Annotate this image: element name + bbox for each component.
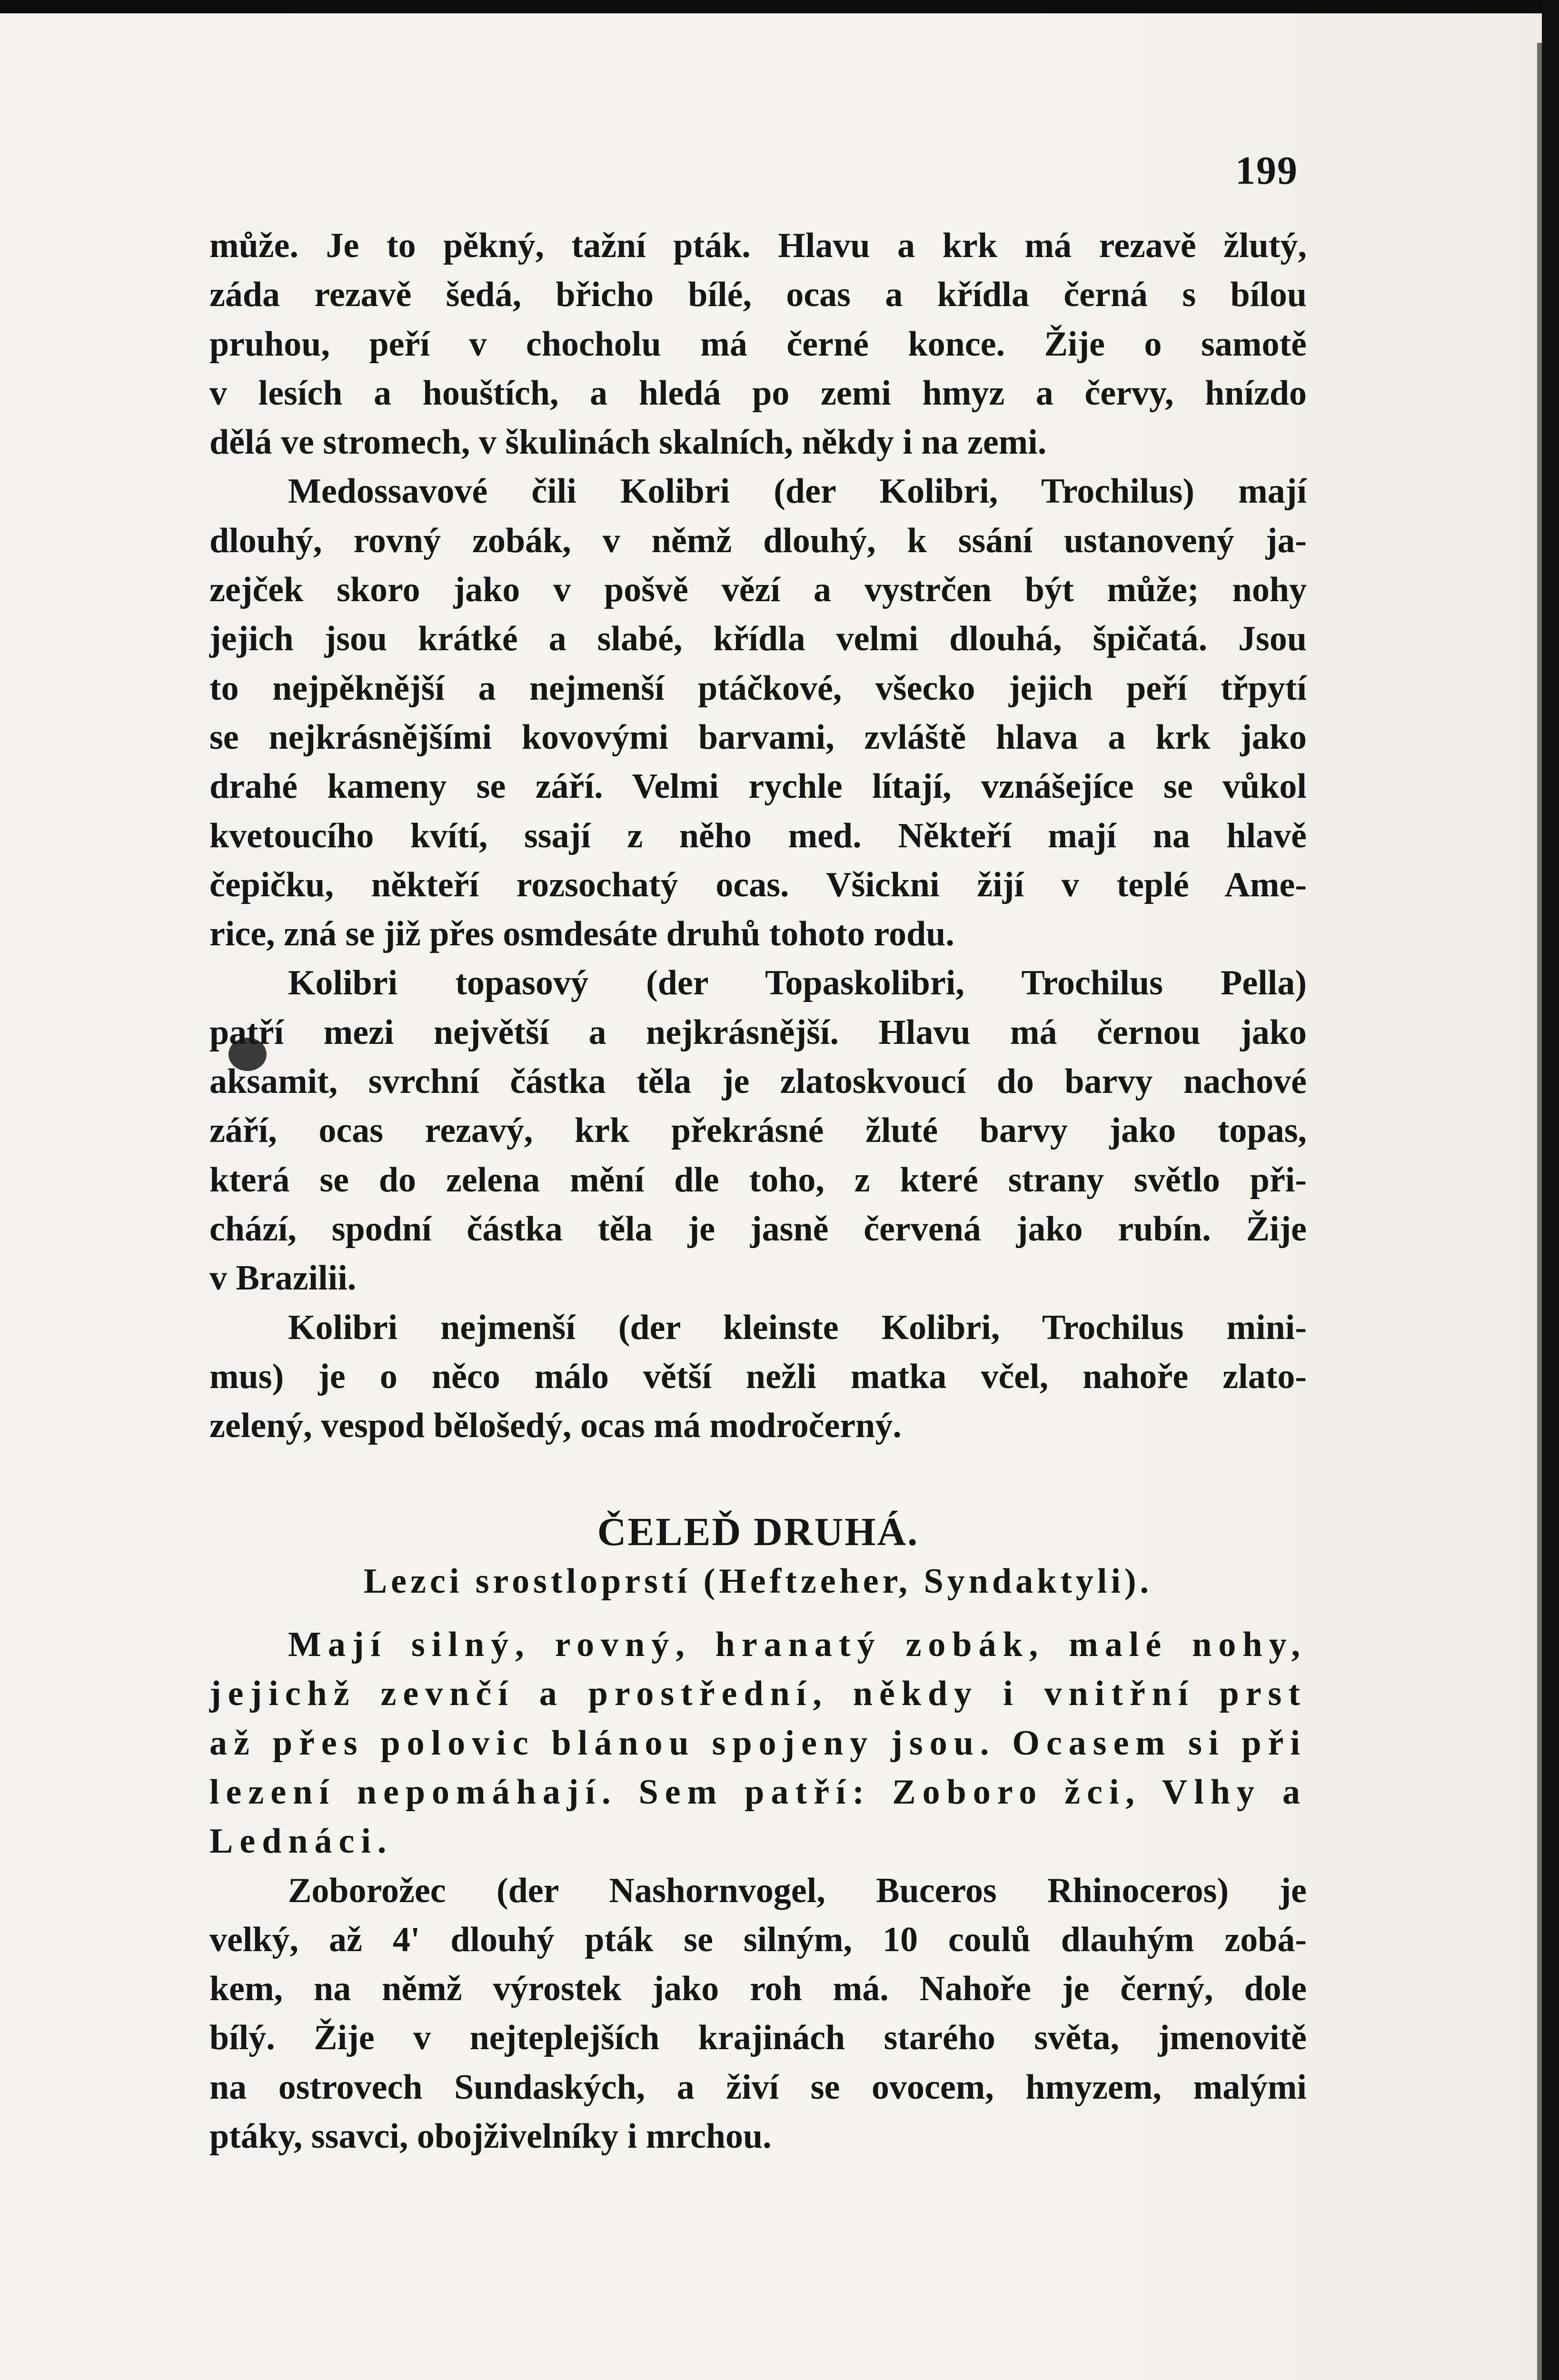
text-line: v lesích a houštích, a hledá po zemi hmyz a červy, hnízdo <box>209 373 1307 413</box>
text-line: Medossavové čili Kolibri (der Kolibri, Trochilus) mají <box>288 472 1307 511</box>
text-line: velký, až 4' dlouhý pták se silným, 10 coulů dlauhým zobá- <box>209 1920 1307 1959</box>
text-line: kvetoucího kvítí, ssají z něho med. Někteří mají na hlavě <box>209 816 1307 855</box>
section-gap <box>209 1450 1307 1507</box>
text-line: aksamit, svrchní částka těla je zlatoskvoucí do barvy nachové <box>209 1062 1307 1101</box>
text-line: bílý. Žije v nejteplejších krajinách starého světa, jmenovitě <box>209 2018 1307 2058</box>
text-line: zejček skoro jako v pošvě vězí a vystrčen být může; nohy <box>209 570 1307 610</box>
text-line: může. Je to pěkný, tažní pták. Hlavu a krk má rezavě žlutý, <box>209 226 1307 265</box>
text-line: září, ocas rezavý, krk překrásné žluté barvy jako topas, <box>209 1111 1307 1150</box>
text-line: ptáky, ssavci, obojživelníky i mrchou. <box>209 2116 772 2156</box>
page-number: 199 <box>1235 149 1298 193</box>
scan-edge-right <box>1542 0 1559 2380</box>
scan-edge-top <box>0 0 1559 13</box>
text-line: dělá ve stromech, v škulinách skalních, někdy i na zemi. <box>209 423 1047 462</box>
text-line: mus) je o něco málo větší nežli matka včel, nahoře zlato- <box>209 1357 1307 1396</box>
paragraph-zoborozec <box>209 1866 1307 2162</box>
text-line: to nejpěknější a nejmenší ptáčkové, všecko jejich peří třpytí <box>209 668 1307 708</box>
text-line: na ostrovech Sundaských, a živí se ovocem, hmyzem, malými <box>209 2067 1307 2107</box>
text-line: chází, spodní částka těla je jasně červená jako rubín. Žije <box>209 1209 1307 1249</box>
paragraph-kolibri-topasovy <box>209 959 1307 1303</box>
section-subheading: Lezci srostloprstí (Heftzeher, Syndaktyli). <box>363 1561 1153 1601</box>
text-line: lezení nepomáhají. Sem patří: Zoboro žci, Vlhy a <box>209 1772 1307 1812</box>
text-line: dlouhý, rovný zobák, v němž dlouhý, k ssání ustanovený ja- <box>209 521 1307 560</box>
paragraph-kolibri <box>209 467 1307 959</box>
paragraph-continuation <box>209 221 1307 467</box>
paragraph-kolibri-nejmensi <box>209 1303 1307 1451</box>
text-line: pruhou, peří v chocholu má černé konce. Žije o samotě <box>209 324 1307 364</box>
text-line: až přes polovic blánou spojeny jsou. Ocasem si při <box>209 1723 1307 1763</box>
section-gap <box>209 1606 1307 1620</box>
text-line: jejich jsou krátké a slabé, křídla velmi dlouhá, špičatá. Jsou <box>209 619 1307 659</box>
text-line: která se do zelena mění dle toho, z které strany světlo při- <box>209 1160 1307 1200</box>
page-text <box>209 221 1307 2161</box>
text-line: Kolibri topasový (der Topaskolibri, Trochilus Pella) <box>288 963 1307 1003</box>
text-line: zelený, vespod bělošedý, ocas má modročerný. <box>209 1406 902 1446</box>
text-line: Kolibri nejmenší (der kleinste Kolibri, Trochilus mini- <box>288 1308 1307 1347</box>
text-line: v Brazilii. <box>209 1259 357 1298</box>
text-line: Lednáci. <box>209 1822 393 1861</box>
text-line: Mají silný, rovný, hranatý zobák, malé nohy, <box>288 1625 1307 1665</box>
page-gutter-shadow <box>1537 43 1542 2380</box>
paragraph-lezci-description <box>209 1620 1307 1866</box>
text-line: kem, na němž výrostek jako roh má. Nahoře je černý, dole <box>209 1969 1307 2009</box>
text-line: záda rezavě šedá, břicho bílé, ocas a křídla černá s bílou <box>209 275 1307 315</box>
text-line: se nejkrásnějšími kovovými barvami, zvláště hlava a krk jako <box>209 717 1307 757</box>
section-heading: ČELEĎ DRUHÁ. <box>597 1510 919 1555</box>
text-line: drahé kameny se září. Velmi rychle lítají, vznášejíce se vůkol <box>209 767 1307 806</box>
text-line: patří mezi největší a nejkrásnější. Hlavu má černou jako <box>209 1012 1307 1052</box>
text-line: Zoborožec (der Nashornvogel, Buceros Rhinoceros) je <box>288 1871 1307 1910</box>
text-line: rice, zná se již přes osmdesáte druhů tohoto rodu. <box>209 914 954 954</box>
text-line: jejichž zevnčí a prostřední, někdy i vnitřní prst <box>209 1674 1307 1714</box>
text-line: čepičku, někteří rozsochatý ocas. Všickni žijí v teplé Ame- <box>209 865 1307 904</box>
